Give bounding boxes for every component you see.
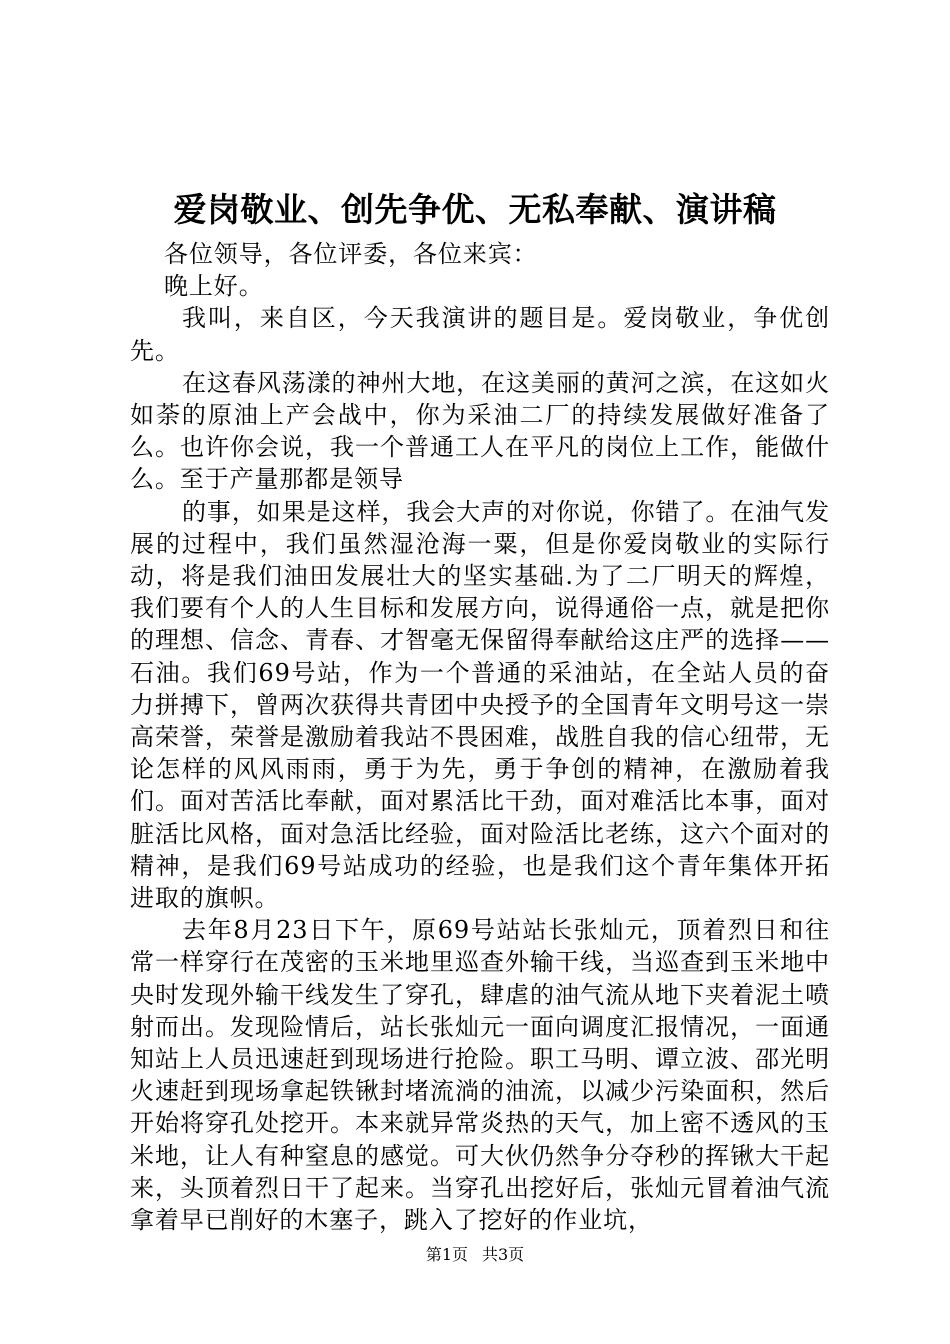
paragraph-body: 的事，如果是这样，我会大声的对你说，你错了。在油气发展的过程中，我们虽然湿沧海一粟，但是你爱岗敬业的实际行动，将是我们油田发展壮大的坚实基础.为了二厂明天的辉煌，我们要有个人的人生目标和发展方向，说得通俗一点，就是把你的理想、信念、青春、才智毫无保留得奉献给这庄严的选择——石油。我们69号站，作为一个普通的采油站，在全站人员的奋力拼搏下，曾两次获得共青团中央授予的全国青年文明号这一崇高荣誉，荣誉是激励着我站不畏困难，战胜自我的信心纽带，无论怎样的风风雨雨，勇于为先，勇于争创的精神，在激励着我们。面对苦活比奉献，面对累活比干劲，面对难活比本事，面对脏活比风格，面对急活比经验，面对险活比老练，这六个面对的精神，是我们69号站成功的经验，也是我们这个青年集体开拓进取的旗帜。 <box>130 497 830 913</box>
document-title: 爱岗敬业、创先争优、无私奉献、演讲稿 <box>173 190 777 229</box>
paragraph-body: 在这春风荡漾的神州大地，在这美丽的黄河之滨，在这如火如荼的原油上产会战中，你为采油二厂的持续发展做好准备了么。也许你会说，我一个普通工人在平凡的岗位上工作，能做什么。至于产量那都是领导 <box>130 368 830 494</box>
paragraph-body: 去年8月23日下午，原69号站站长张灿元，顶着烈日和往常一样穿行在茂密的玉米地里巡查外输干线，当巡查到玉米地中央时发现外输干线发生了穿孔，肆虐的油气流从地下夹着泥土喷射而出。发现险情后，站长张灿元一面向调度汇报情况，一面通知站上人员迅速赶到现场进行抢险。职工马明、谭立波、邵光明火速赶到现场拿起铁锹封堵流淌的油流，以减少污染面积，然后开始将穿孔处挖开。本来就异常炎热的天气，加上密不透风的玉米地，让人有种窒息的感觉。可大伙仍然争分夺秒的挥锹大干起来，头顶着烈日干了起来。当穿孔出挖好后，张灿元冒着油气流拿着早已削好的木塞子，跳入了挖好的作业坑， <box>130 916 830 1235</box>
document-body <box>130 238 830 1236</box>
paragraph-greeting: 晚上好。 <box>164 272 264 301</box>
page-number: 第1页 <box>425 1245 468 1264</box>
page-total: 共3页 <box>482 1245 525 1264</box>
paragraph-salutation: 各位领导，各位评委，各位来宾： <box>164 240 538 268</box>
page-footer <box>0 1244 950 1266</box>
paragraph-intro: 我叫，来自区，今天我演讲的题目是。爱岗敬业，争优创先。 <box>130 304 830 365</box>
